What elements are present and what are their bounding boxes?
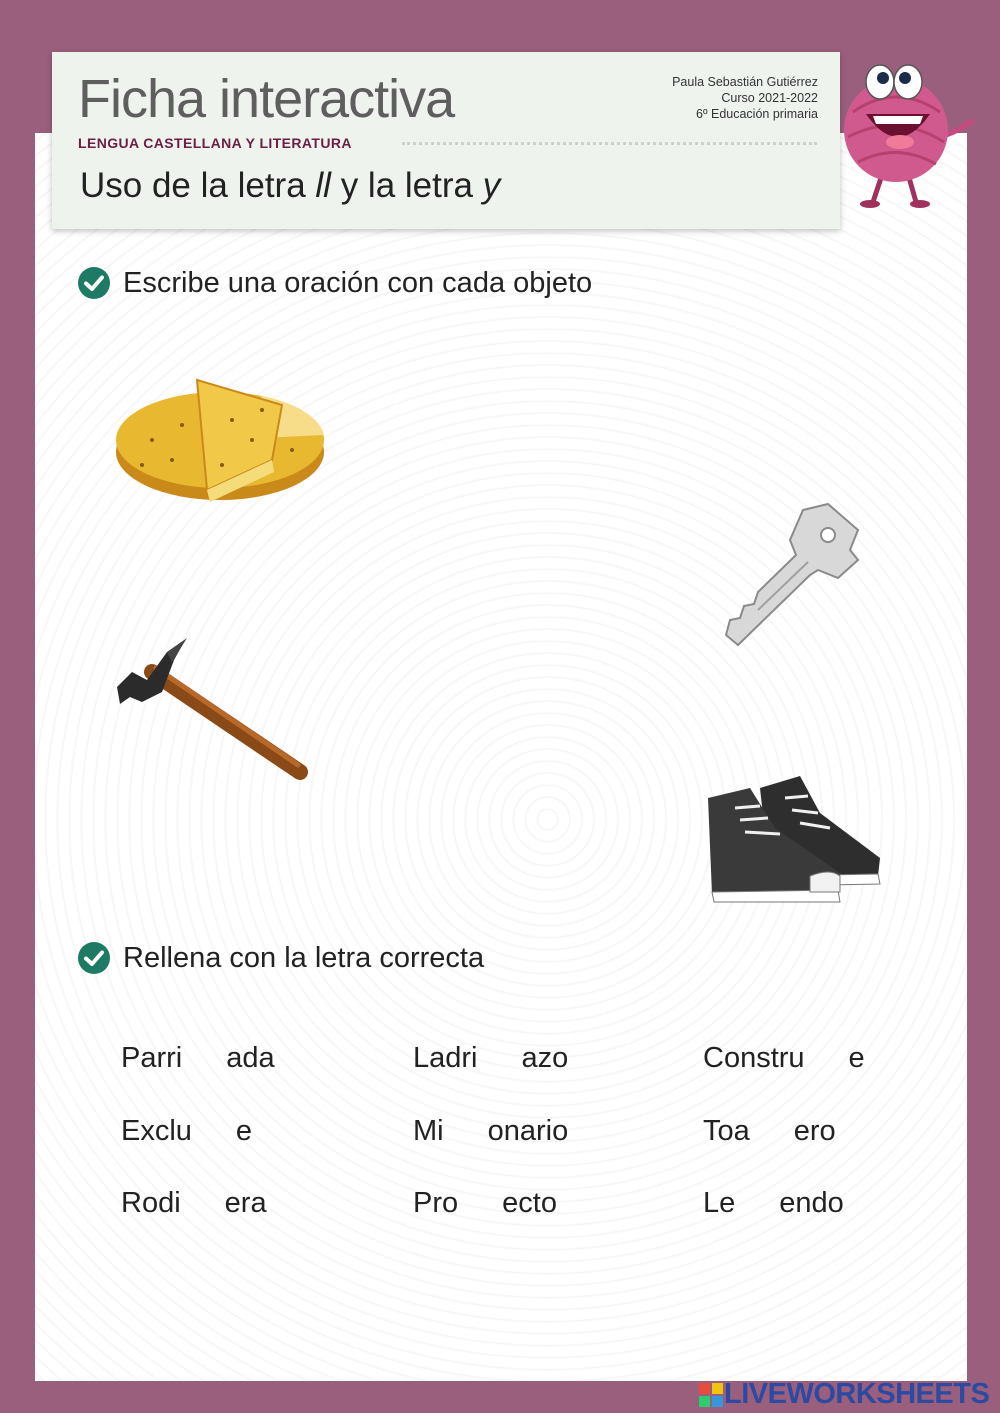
subject-label: LENGUA CASTELLANA Y LITERATURA: [78, 135, 352, 151]
check-circle-icon: [77, 941, 111, 975]
word-start: Rodi: [121, 1187, 181, 1219]
word-end: onario: [487, 1115, 569, 1147]
fill-word-proyecto: [413, 1187, 557, 1220]
word-end: e: [235, 1115, 253, 1147]
word-start: Mi: [413, 1115, 444, 1147]
tortilla-image: [112, 370, 332, 510]
sneakers-image: [700, 768, 888, 908]
instruction-fill-letter: [77, 941, 484, 975]
topic-text-1: Uso de la letra: [80, 166, 316, 205]
word-end: ada: [226, 1042, 275, 1074]
word-end: ero: [793, 1115, 836, 1147]
instruction-text: Escribe una oración con cada objeto: [123, 266, 593, 299]
word-end: endo: [779, 1187, 844, 1219]
yarn-ball-mascot-icon: [828, 52, 978, 212]
fill-word-construye: [703, 1042, 865, 1075]
liveworksheets-logo-icon: [698, 1382, 724, 1408]
word-start: Exclu: [121, 1115, 192, 1147]
hammer-image: [112, 632, 312, 787]
topic-ll: ll: [315, 166, 331, 205]
brand-name: LIVEWORKSHEETS: [724, 1378, 990, 1410]
instruction-write-sentence: [77, 266, 592, 300]
fill-word-toallero: [703, 1115, 836, 1148]
fill-word-leyendo: [703, 1187, 844, 1220]
topic-text-2: y la letra: [330, 166, 483, 205]
fill-word-excluye: [121, 1115, 252, 1148]
grade-level: 6º Educación primaria: [696, 107, 818, 121]
word-end: ecto: [502, 1187, 557, 1219]
author-info: [672, 74, 818, 122]
worksheet-topic: [80, 166, 500, 206]
word-start: Pro: [413, 1187, 459, 1219]
key-image: [718, 500, 868, 650]
check-circle-icon: [77, 266, 111, 300]
word-start: Constru: [703, 1042, 805, 1074]
fill-word-parrillada: [121, 1042, 275, 1075]
topic-y: y: [482, 166, 501, 205]
worksheet-header: [52, 52, 840, 229]
word-start: Le: [703, 1187, 736, 1219]
word-end: azo: [521, 1042, 569, 1074]
fill-word-ladrillazo: [413, 1042, 568, 1075]
author-name: Paula Sebastián Gutiérrez: [672, 75, 818, 89]
word-end: era: [224, 1187, 267, 1219]
fill-word-millonario: [413, 1115, 568, 1148]
course-year: Curso 2021-2022: [721, 91, 818, 105]
word-start: Ladri: [413, 1042, 478, 1074]
fill-word-rodillera: [121, 1187, 267, 1220]
liveworksheets-logo[interactable]: [698, 1378, 989, 1411]
instruction-text: Rellena con la letra correcta: [123, 941, 485, 974]
dotted-divider: [402, 142, 817, 145]
word-end: e: [848, 1042, 865, 1074]
page-title: Ficha interactiva: [78, 69, 455, 129]
word-start: Parri: [121, 1042, 183, 1074]
word-start: Toa: [703, 1115, 750, 1147]
